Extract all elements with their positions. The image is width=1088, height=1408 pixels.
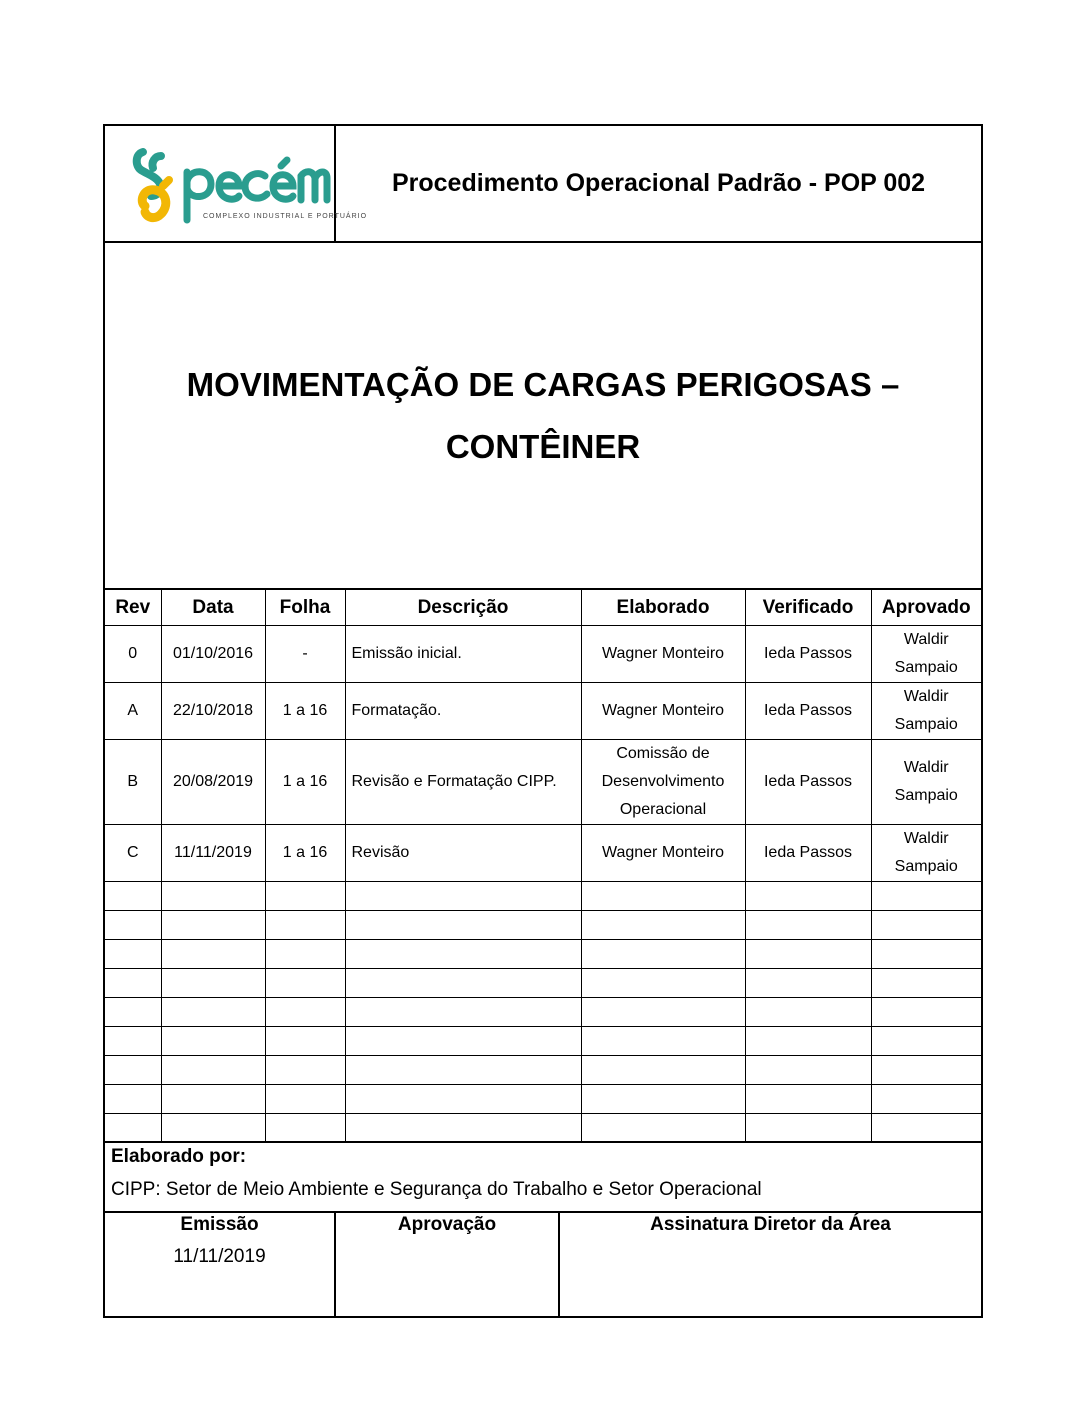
emission-date: 11/11/2019 — [173, 1246, 266, 1267]
empty-row — [105, 1027, 981, 1056]
cell-data: 22/10/2018 — [161, 683, 265, 740]
procedure-title: Procedimento Operacional Padrão - POP 002 — [391, 169, 926, 197]
cell-data: 20/08/2019 — [161, 740, 265, 825]
cell-folha: 1 a 16 — [265, 825, 345, 882]
empty-row — [105, 1114, 981, 1143]
cell-rev: A — [105, 683, 161, 740]
col-header-aprovado: Aprovado — [871, 589, 981, 626]
empty-row — [105, 940, 981, 969]
revision-header-row — [105, 589, 981, 626]
cell-rev: 0 — [105, 626, 161, 683]
revision-table — [105, 588, 981, 1143]
cell-data: 01/10/2016 — [161, 626, 265, 683]
approval-cell — [336, 1211, 560, 1316]
cell-descricao: Formatação. — [345, 683, 581, 740]
cell-verificado: Ieda Passos — [745, 683, 871, 740]
signature-label: Assinatura Diretor da Área — [650, 1214, 891, 1235]
col-header-descricao: Descrição — [345, 589, 581, 626]
empty-row — [105, 969, 981, 998]
cell-descricao: Emissão inicial. — [345, 626, 581, 683]
cell-folha: 1 a 16 — [265, 683, 345, 740]
cell-verificado: Ieda Passos — [745, 740, 871, 825]
empty-row — [105, 882, 981, 911]
cell-aprovado: Waldir Sampaio — [871, 825, 981, 882]
logo-subtitle: COMPLEXO INDUSTRIAL E PORTUÁRIO — [203, 213, 368, 220]
approval-footer — [105, 1211, 981, 1316]
cell-elaborado: Wagner Monteiro — [581, 626, 745, 683]
cell-verificado: Ieda Passos — [745, 626, 871, 683]
empty-row — [105, 1056, 981, 1085]
table-row — [105, 825, 981, 882]
emission-label: Emissão — [180, 1214, 259, 1235]
cell-data: 11/11/2019 — [161, 825, 265, 882]
cell-aprovado: Waldir Sampaio — [871, 683, 981, 740]
document-frame — [103, 124, 983, 1318]
document-header — [105, 126, 981, 243]
cell-rev: B — [105, 740, 161, 825]
table-row — [105, 626, 981, 683]
cell-folha: - — [265, 626, 345, 683]
cell-folha: 1 a 16 — [265, 740, 345, 825]
cell-descricao: Revisão e Formatação CIPP. — [345, 740, 581, 825]
elaborated-by-text: CIPP: Setor de Meio Ambiente e Segurança do Trabalho e Setor Operacional — [111, 1179, 762, 1200]
cell-elaborado: Comissão de Desenvolvimento Operacional — [581, 740, 745, 825]
table-row — [105, 683, 981, 740]
cell-aprovado: Waldir Sampaio — [871, 626, 981, 683]
cell-elaborado: Wagner Monteiro — [581, 683, 745, 740]
empty-row — [105, 911, 981, 940]
empty-row — [105, 1085, 981, 1114]
empty-row — [105, 998, 981, 1027]
title-line-2: CONTÊINER — [445, 427, 641, 465]
approval-label: Aprovação — [397, 1214, 497, 1235]
emission-cell — [105, 1211, 336, 1316]
col-header-elaborado: Elaborado — [581, 589, 745, 626]
cell-aprovado: Waldir Sampaio — [871, 740, 981, 825]
cell-verificado: Ieda Passos — [745, 825, 871, 882]
col-header-verificado: Verificado — [745, 589, 871, 626]
cell-descricao: Revisão — [345, 825, 581, 882]
elaborated-by-label: Elaborado por: — [111, 1146, 247, 1167]
logo-cell — [105, 126, 368, 241]
col-header-folha: Folha — [265, 589, 345, 626]
pecem-logo-icon — [105, 126, 334, 241]
cell-rev: C — [105, 825, 161, 882]
title-line-1: MOVIMENTAÇÃO DE CARGAS PERIGOSAS – — [186, 365, 900, 403]
signature-cell — [560, 1211, 981, 1316]
cell-elaborado: Wagner Monteiro — [581, 825, 745, 882]
col-header-data: Data — [161, 589, 265, 626]
elaborated-by-section — [105, 1141, 981, 1213]
document-title — [105, 243, 981, 588]
table-row — [105, 740, 981, 825]
col-header-rev: Rev — [105, 589, 161, 626]
